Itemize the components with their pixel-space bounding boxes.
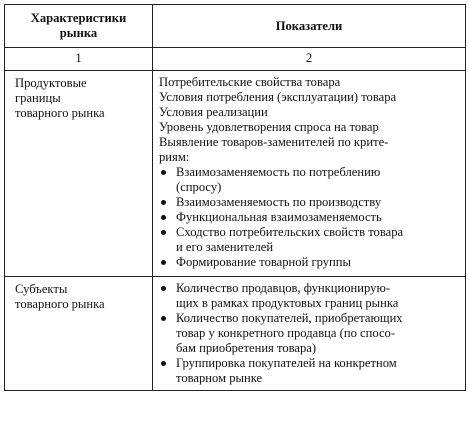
- column-number-1: 1: [5, 48, 153, 71]
- row-label-line: границы: [15, 91, 61, 105]
- bullet-icon: [161, 170, 166, 175]
- bullet-icon: [161, 316, 166, 321]
- indicator-line: риям:: [159, 150, 190, 164]
- table-row: [5, 71, 466, 277]
- list-item: [159, 225, 459, 255]
- header-indicators: [153, 5, 466, 48]
- indicator-line: Условия потребления (эксплуатации) товара: [159, 90, 397, 104]
- indicator-line: Условия реализации: [159, 105, 268, 119]
- list-item-line: Функциональная взаимозаменяемость: [176, 210, 382, 224]
- list-item: [159, 356, 459, 386]
- list-item: [159, 311, 459, 356]
- list-item-line: бам приобретения товара): [176, 341, 317, 355]
- list-item-line: товар у конкретного продавца (по спосо-: [176, 326, 396, 340]
- row-label-line: товарного рынка: [15, 297, 105, 311]
- bullet-icon: [161, 286, 166, 291]
- header-row: [5, 5, 466, 48]
- list-item-line: Количество покупателей, приобретающих: [176, 311, 403, 325]
- bullet-icon: [161, 361, 166, 366]
- row-label-market-subjects: [5, 277, 153, 391]
- row-label-line: Продуктовые: [15, 76, 87, 90]
- list-item: [159, 210, 459, 225]
- bullet-icon: [161, 230, 166, 235]
- column-number-row: [5, 48, 466, 71]
- row-content-product-boundaries: [153, 71, 466, 277]
- header-characteristics: [5, 5, 153, 48]
- table-row: [5, 277, 466, 391]
- list-item-line: товарном рынке: [176, 371, 263, 385]
- header-characteristics-line: рынка: [59, 26, 98, 40]
- market-subjects-list: [159, 281, 459, 386]
- list-item: [159, 281, 459, 311]
- row-label-line: товарного рынка: [15, 106, 105, 120]
- bullet-icon: [161, 200, 166, 205]
- list-item-line: Формирование товарной группы: [176, 255, 352, 269]
- indicator-line: Потребительские свойства товара: [159, 75, 341, 89]
- bullet-icon: [161, 260, 166, 265]
- column-number-2: 2: [153, 48, 466, 71]
- header-characteristics-line: Характеристики: [30, 11, 127, 25]
- list-item: [159, 165, 459, 195]
- market-characteristics-table: [4, 4, 466, 391]
- list-item: [159, 255, 459, 270]
- list-item-line: и его заменителей: [176, 240, 274, 254]
- list-item-line: Взаимозаменяемость по потреблению: [176, 165, 381, 179]
- list-item-line: Группировка покупателей на конкретном: [176, 356, 397, 370]
- indicator-line: Уровень удовлетворения спроса на товар: [159, 120, 379, 134]
- list-item-line: Взаимозаменяемость по производству: [176, 195, 382, 209]
- list-item-line: (спросу): [176, 180, 222, 194]
- row-label-product-boundaries: [5, 71, 153, 277]
- indicator-line: Выявление товаров-заменителей по крите-: [159, 135, 389, 149]
- substitute-criteria-list: [159, 165, 459, 270]
- header-indicators-line: Показатели: [275, 18, 343, 33]
- bullet-icon: [161, 215, 166, 220]
- list-item-line: Сходство потребительских свойств товара: [176, 225, 404, 239]
- row-content-market-subjects: [153, 277, 466, 391]
- list-item-line: щих в рамках продуктовых границ рынка: [176, 296, 399, 310]
- list-item: [159, 195, 459, 210]
- row-label-line: Субъекты: [15, 282, 68, 296]
- list-item-line: Количество продавцов, функционирую-: [176, 281, 391, 295]
